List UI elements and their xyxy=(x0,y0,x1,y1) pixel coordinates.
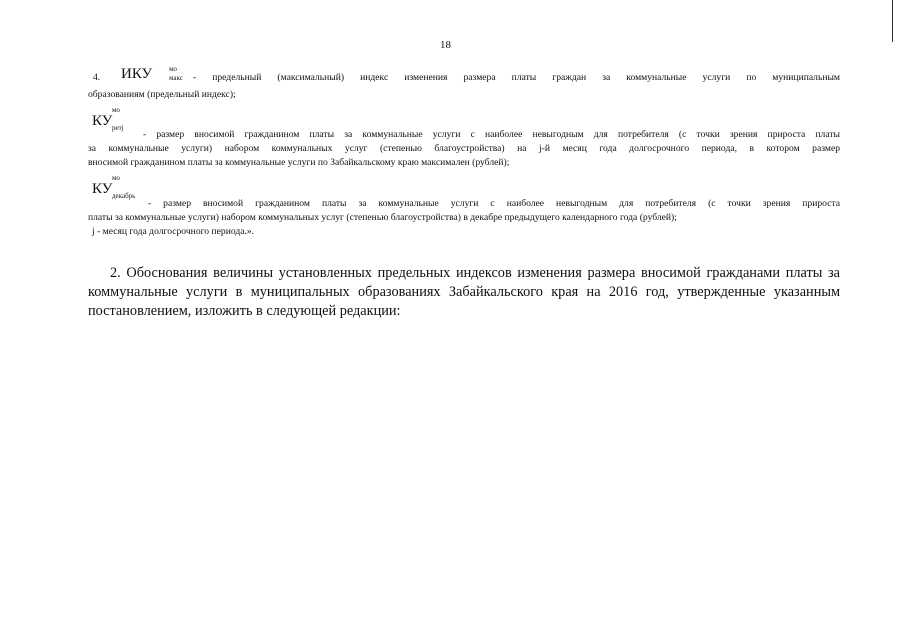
ku-dec-sub: декабрь xyxy=(112,192,136,200)
ku-rej-symbol xyxy=(92,106,124,132)
iku-sub: макс xyxy=(169,74,183,82)
item4-number: 4. xyxy=(93,72,101,83)
ku-dec-line1: - размер вносимой гражданином платы за коммунальные услуги с наиболее невыгодным для потребителя (с точки зрения прироста xyxy=(148,198,840,209)
ku-dec-symbol-text: КУ xyxy=(92,181,113,197)
iku-formula-symbol xyxy=(121,65,183,83)
item4-line2: образованиям (предельный индекс); xyxy=(88,89,236,100)
ku-rej-line3: вносимой гражданином платы за коммунальные услуги по Забайкальскому краю максимален (рублей); xyxy=(88,157,510,168)
margin-line xyxy=(892,0,893,42)
item4-line1: - предельный (максимальный) индекс изменения размера платы граждан за коммунальные услуги по муниципальным xyxy=(193,72,840,83)
ku-rej-line1: - размер вносимой гражданином платы за коммунальные услуги с наиболее невыгодным для потребителя (с точки зрения прироста платы xyxy=(143,129,840,140)
ku-dec-sup: мо xyxy=(112,174,120,182)
iku-sup: мо xyxy=(169,65,177,73)
ku-dec-line2: платы за коммунальные услуги) набором коммунальных услуг (степенью благоустройства) в декабре предыдущего календарного года (рублей); xyxy=(88,212,677,223)
j-definition: j - месяц года долгосрочного периода.». xyxy=(92,226,255,237)
ku-dec-symbol xyxy=(92,174,136,200)
ku-rej-line2: за коммунальные услуги) набором коммунальных услуг (степенью благоустройства) на j-й месяц года долгосрочного периода, в котором размер xyxy=(88,143,840,154)
iku-symbol: ИКУ xyxy=(121,66,153,82)
ku-rej-symbol-text: КУ xyxy=(92,113,113,129)
ku-rej-sub: ретj xyxy=(112,124,124,132)
page-number: 18 xyxy=(440,39,451,51)
section-2-paragraph: 2. Обоснования величины установленных предельных индексов изменения размера вносимой гражданами платы за коммунальные услуги в муниципальных образованиях Забайкальского края на 2016 год, утвержденные указанным постановлением, изложить в следующей редакции: xyxy=(88,265,840,319)
ku-rej-sup: мо xyxy=(112,106,120,114)
